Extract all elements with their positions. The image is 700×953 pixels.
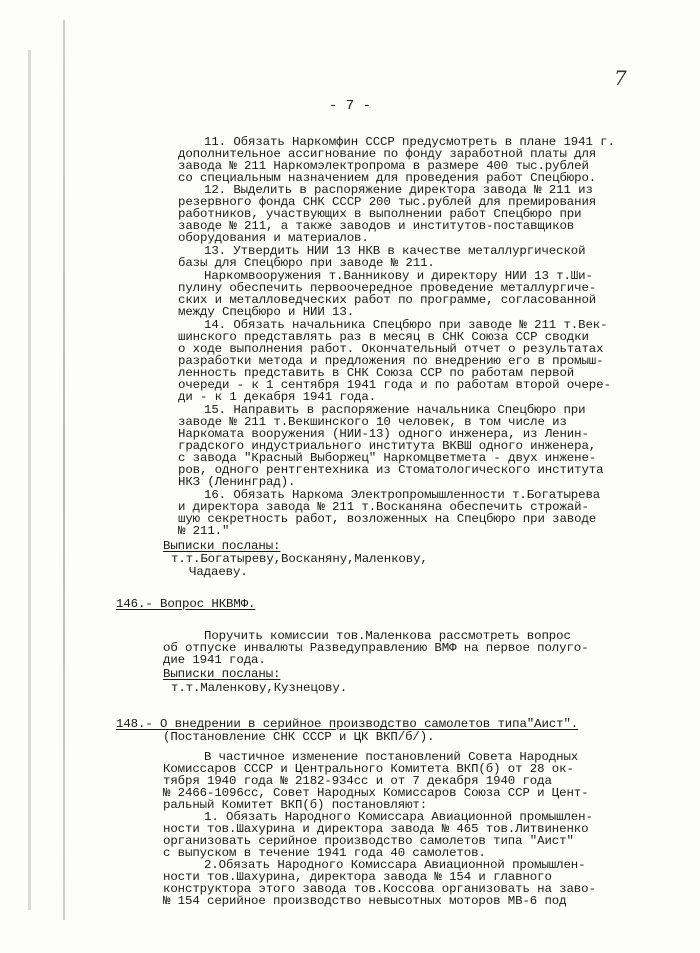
text-line: с выпуском в течение 1941 года 40 самолетов. [163, 846, 486, 860]
text-line: очереди - к 1 сентября 1941 года и по работам второй очере- [178, 378, 611, 392]
handwritten-page-number: 7 [614, 66, 627, 90]
text-line: заводе № 211 т.Векшинского 10 человек, в том числе из [178, 415, 567, 429]
text-line: резервного фонда СНК СССР 200 тыс.рублей для премирования [178, 195, 597, 209]
text-line: 148.- О внедрении в серийное производство самолетов типа"Аист". [116, 717, 579, 731]
text-line: завода № 211 Наркомэлектропрома в размере 400 тыс.рублей [178, 159, 589, 173]
text-line: и директора завода № 211 т.Восканяна обеспечить строжай- [178, 500, 589, 514]
text-line: ности тов.Шахурина и директора завода № 465 тов.Литвиненко [163, 822, 589, 836]
text-line: т.т.Маленкову,Кузнецову. [171, 681, 348, 695]
text-line: № 154 серийное производство невысотных моторов МВ-6 под [163, 894, 567, 908]
text-line: между Спецбюро и НИИ 13. [178, 305, 355, 319]
text-line: разработки метода и предложения по внедрению его в промыш- [178, 354, 604, 368]
text-line: градского индустриального института ВКВШ одного инженера, [178, 439, 597, 453]
text-line: ности тов.Шахурина, директора завода № 154 и главного [163, 870, 552, 884]
text-line: ских и металловедческих работ по программе, согласованной [178, 293, 597, 307]
text-line: Поручить комиссии тов.Маленкова рассмотреть вопрос [204, 629, 571, 643]
page-number: - 7 - [328, 98, 371, 114]
text-line: Наркомвооружения т.Ванникову и директору НИИ 13 т.Ши- [204, 269, 593, 283]
text-line: 1. Обязать Народного Комиссара Авиационной промышлен- [204, 810, 593, 824]
page-fold-line [63, 20, 65, 920]
text-line: № 211." [178, 524, 230, 538]
text-line: работников, участвующих в выполнении работ Спецбюро при [178, 207, 582, 221]
text-line: 12. Выделить в распоряжение директора завода № 211 из [204, 183, 593, 197]
text-line: ров, одного рентгентехника из Стоматологического института [178, 463, 604, 477]
text-line: № 2466-1096сс, Совет Народных Комиссаров Союза ССР и Цент- [163, 786, 589, 800]
text-line: Чадаеву. [189, 565, 248, 579]
text-line: Выписки посланы: [163, 667, 281, 681]
text-line: организовать серийное производство самолетов типа "Аист" [163, 834, 574, 848]
text-line: шинского представлять раз в месяц в СНК Союза ССР сводки [178, 330, 589, 344]
text-line: дие 1941 года. [163, 653, 266, 667]
text-line: ральный Комитет ВКП(б) постановляют: [163, 798, 428, 812]
text-line: дополнительное ассигнование по фонду заработной платы для [178, 147, 597, 161]
text-line: шую секретность работ, возложенных на Спецбюро при заводе [178, 512, 597, 526]
text-line: со специальным назначением для проведения работ Спецбюро. [178, 171, 597, 185]
text-line: (Постановление СНК СССР и ЦК ВКП/б/). [163, 730, 435, 744]
text-line: т.т.Богатыреву,Восканяну,Маленкову, [171, 552, 428, 566]
text-line: 13. Утвердить НИИ 13 НКВ в качестве металлургической [204, 244, 586, 258]
page-edge-shadow [28, 50, 31, 910]
text-line: В частичное изменение постановлений Совета Народных [204, 750, 579, 764]
text-line: 15. Направить в распоряжение начальника Спецбюро при [204, 403, 586, 417]
text-line: 146.- Вопрос НКВМФ. [116, 597, 256, 611]
text-line: ленность представить в СНК Союза ССР по работам первой [178, 366, 575, 380]
text-line: тября 1940 года № 2182-934сс и от 7 декабря 1940 года [163, 774, 552, 788]
text-line: ди - к 1 декабря 1941 года. [178, 390, 377, 404]
text-line: базы для Спецбюро при заводе № 211. [178, 256, 435, 270]
text-line: Наркомата вооружения (НИИ-13) одного инженера, из Ленин- [178, 427, 589, 441]
text-line: НКЗ (Ленинград). [178, 475, 296, 489]
text-line: об отпуске инвалюты Разведуправлению ВМФ на первое полуго- [163, 641, 589, 655]
text-line: оборудования и материалов. [178, 231, 369, 245]
text-line: о ходе выполнения работ. Окончательный отчет о результатах [178, 342, 604, 356]
text-line: Комиссаров СССР и Центрального Комитета ВКП(б) от 28 ок- [163, 762, 574, 776]
text-line: 16. Обязать Наркома Электропромышленности т.Богатырева [204, 488, 601, 502]
text-line: конструктора этого завода тов.Коссова организовать на заво- [163, 882, 596, 896]
text-line: 14. Обязать начальника Спецбюро при заводе № 211 т.Век- [204, 318, 608, 332]
text-line: с завода "Красный Выборжец" Наркомцветмета - двух инжене- [178, 451, 597, 465]
text-line: пулину обеспечить первоочередное проведение металлургиче- [178, 281, 597, 295]
text-line: Выписки посланы: [163, 539, 281, 553]
text-line: 2.Обязать Народного Комиссара Авиационной промышлен- [204, 858, 586, 872]
text-line: 11. Обязать Наркомфин СССР предусмотреть в плане 1941 г. [204, 135, 615, 149]
text-line: заводе № 211, а также заводов и институтов-поставщиков [178, 219, 575, 233]
